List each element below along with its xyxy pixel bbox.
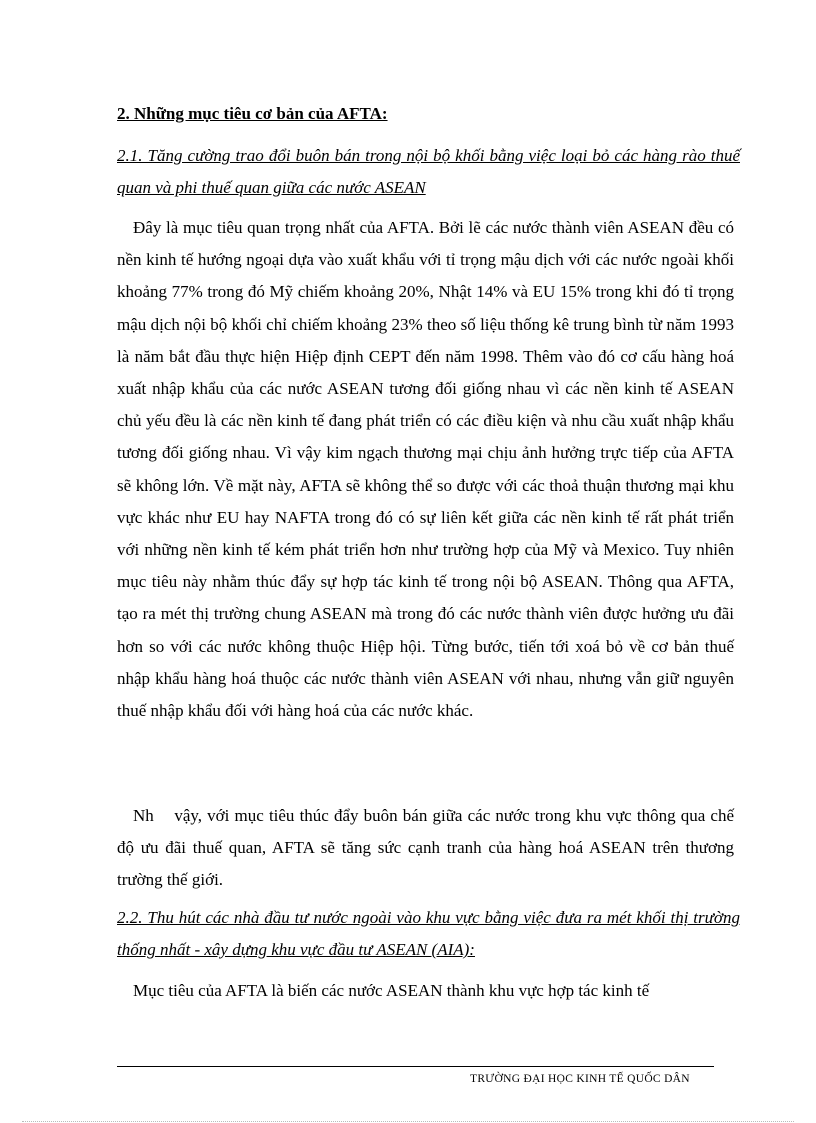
section-heading: 2. Những mục tiêu cơ bản của AFTA: xyxy=(117,104,388,123)
paragraph-3: Mục tiêu của AFTA là biến các nước ASEAN thành khu vực hợp tác kinh tế xyxy=(133,981,650,1000)
subsection-2-2-title: 2.2. Thu hút các nhà đầu tư nước ngoài vào khu vực bằng việc đưa ra mét khối thị trường thống nhất - xây dựng khu vực đầu tư ASEAN (AIA): xyxy=(117,908,740,959)
page-bottom-border xyxy=(22,1121,794,1122)
paragraph-1: Đây là mục tiêu quan trọng nhất của AFTA. Bởi lẽ các nước thành viên ASEAN đều có nền kinh tế hướng ngoại dựa vào xuất khẩu với tỉ trọng mậu dịch với các nước ngoài khối khoảng 77% trong đó Mỹ chiếm khoảng 20%, Nhật 14% và EU 15% trong khi đó tỉ trọng mậu dịch nội bộ khối chỉ chiếm khoảng 23% theo số liệu thống kê trung bình từ năm 1993 là năm bắt đầu thực hiện Hiệp định CEPT đến năm 1998. Thêm vào đó cơ cấu hàng hoá xuất nhập khẩu của các nước ASEAN tương đối giống nhau vì các nền kinh tế ASEAN chủ yếu đều là các nền kinh tế đang phát triển có các điều kiện và nhu cầu xuất nhập khẩu tương đối giống nhau. Vì vậy kim ngạch thương mại chịu ảnh hưởng trực tiếp của AFTA sẽ không lớn. Về mặt này, AFTA sẽ không thể so được với các thoả thuận thương mại khu vực khác như EU hay NAFTA trong đó có sự liên kết giữa các nền kinh tế rất phát triển với những nền kinh tế kém phát triển hơn như trường hợp của Mỹ và Mexico. Tuy nhiên mục tiêu này nhằm thúc đẩy sự hợp tác kinh tế trong nội bộ ASEAN. Thông qua AFTA, tạo ra mét thị trường chung ASEAN mà trong đó các nước thành viên được hưởng ưu đãi hơn so với các nước không thuộc Hiệp hội. Từng bước, tiến tới xoá bỏ về cơ bản thuế nhập khẩu hàng hoá thuộc các nước thành viên ASEAN với nhau, nhưng vẫn giữ nguyên thuế nhập khẩu đối với hàng hoá của các nước khác. xyxy=(117,218,734,721)
footer-divider xyxy=(117,1066,714,1067)
paragraph-2: Nh vậy, với mục tiêu thúc đẩy buôn bán giữa các nước trong khu vực thông qua chế độ ưu đãi thuế quan, AFTA sẽ tăng sức cạnh tranh của hàng hoá ASEAN trên thương trường thế giới. xyxy=(117,806,739,890)
page-footer: TRƯỜNG ĐẠI HỌC KINH TẾ QUỐC DÂN xyxy=(470,1073,690,1085)
subsection-2-1-title: 2.1. Tăng cường trao đổi buôn bán trong nội bộ khối bằng việc loại bỏ các hàng rào thuế quan và phi thuế quan giữa các nước ASEAN xyxy=(117,146,740,197)
